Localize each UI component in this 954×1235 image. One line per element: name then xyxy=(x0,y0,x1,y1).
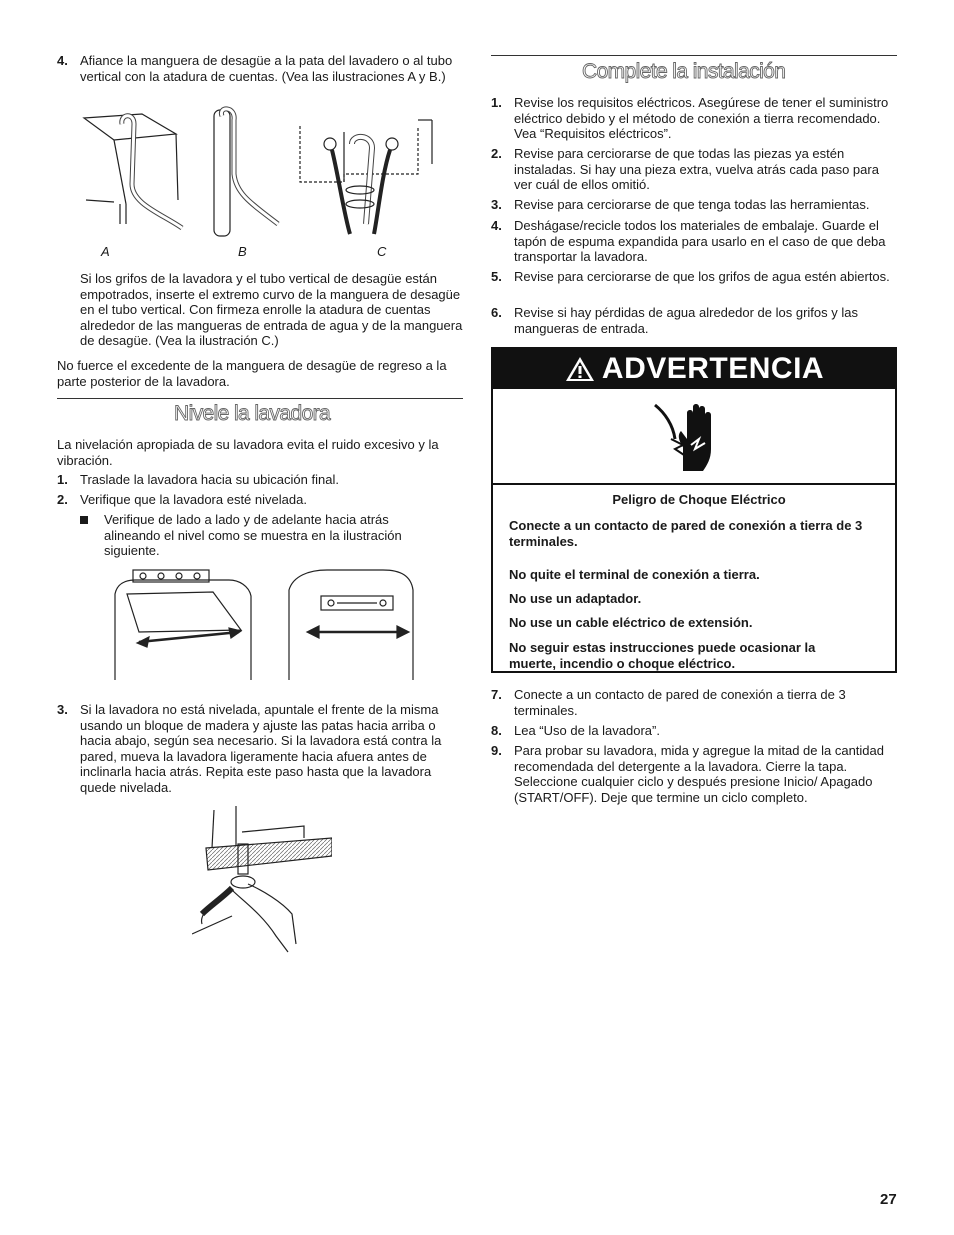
figure-label-c: C xyxy=(377,244,387,259)
wrench-hand-drawing xyxy=(192,806,332,956)
warning-icon-area xyxy=(493,389,895,485)
adjust-leg-illustration xyxy=(192,806,332,956)
step-text: Revise para cerciorarse de que los grifos de agua estén abiertos. xyxy=(514,269,890,284)
level-step-2 xyxy=(57,492,463,508)
step-number: 1. xyxy=(57,472,68,487)
warning-subtitle: Peligro de Choque Eléctrico xyxy=(612,492,786,507)
bullet-text: Verifique de lado a lado y de adelante hacia atrás alineando el nivel como se muestra en la ilustración siguiente. xyxy=(104,512,402,559)
step-text: Afiance la manguera de desagüe a la pata del lavadero o al tubo vertical con la atadura de cuentas. (Vea las ilustraciones A y B.) xyxy=(80,53,453,84)
warning-box xyxy=(491,347,897,673)
step-text: Deshágase/recicle todos los materiales de embalaje. Guarde el tapón de espuma expandida para usarlo en el caso de que deba transportar la lavadora. xyxy=(514,218,886,265)
level-washer-heading: Nivele la lavadora xyxy=(174,402,331,425)
section-divider xyxy=(57,398,463,399)
step-number: 3. xyxy=(491,197,502,212)
washer-level-drawing xyxy=(113,566,423,682)
warning-triangle-icon xyxy=(564,355,596,383)
step-number: 6. xyxy=(491,305,502,320)
drain-hose-drawing xyxy=(82,104,462,244)
level-bullet xyxy=(80,512,433,559)
step-number: 8. xyxy=(491,723,502,738)
figure-label-b: B xyxy=(238,244,247,259)
complete-step-5 xyxy=(491,269,897,285)
complete-step-4 xyxy=(491,218,897,265)
complete-installation-heading: Complete la instalación xyxy=(582,60,786,83)
complete-step-2 xyxy=(491,146,897,193)
drain-hose-illustrations xyxy=(82,104,462,244)
step-number: 4. xyxy=(57,53,68,68)
step-text: Para probar su lavadora, mida y agregue la mitad de la cantidad recomendada del detergente a la lavadora. Cierre la tapa. Seleccione cualquier ciclo y después presione Inicio/ Apagado (START/OFF). Deje que termine un ciclo completo. xyxy=(514,743,884,805)
complete-step-1 xyxy=(491,95,897,142)
warning-line: Conecte a un contacto de pared de conexión a tierra de 3 terminales. xyxy=(509,518,863,549)
step-text: Si la lavadora no está nivelada, apuntale el frente de la misma usando un bloque de madera y ajuste las patas hacia arriba o hacia abajo, según sea necesario. Si la lavadora está contra la pared, mueva la lavadora ligeramente hacia afuera antes de inclinarla hacia atrás. Repita este paso hasta que la lavadora quede nivelada. xyxy=(80,702,442,795)
step-text: Conecte a un contacto de pared de conexión a tierra de 3 terminales. xyxy=(514,687,846,718)
step-number: 7. xyxy=(491,687,502,702)
warning-header xyxy=(493,349,895,389)
no-force-paragraph: No fuerce el excedente de la manguera de desagüe de regreso a la parte posterior de la lavadora. xyxy=(57,358,447,389)
warning-title: ADVERTENCIA xyxy=(601,352,825,386)
step-number: 9. xyxy=(491,743,502,758)
step-text: Revise los requisitos eléctricos. Asegúrese de tener el suministro eléctrico debido y el método de conexión a tierra recomendado. Vea “Requisitos eléctricos”. xyxy=(514,95,889,142)
leveling-intro: La nivelación apropiada de su lavadora evita el ruido excesivo y la vibración. xyxy=(57,437,439,468)
step-number: 3. xyxy=(57,702,68,717)
washer-level-illustrations xyxy=(113,566,423,682)
figure-label-a: A xyxy=(101,244,110,259)
page-number: 27 xyxy=(880,1191,897,1208)
step-text: Revise si hay pérdidas de agua alrededor de los grifos y las mangueras de entrada. xyxy=(514,305,858,336)
step-number: 4. xyxy=(491,218,502,233)
step-number: 2. xyxy=(57,492,68,507)
electric-shock-hand-icon xyxy=(651,399,721,475)
step-text: Revise para cerciorarse de que tenga todas las herramientas. xyxy=(514,197,870,212)
step-text: Revise para cerciorarse de que todas las piezas ya estén instaladas. Si hay una pieza extra, vuelva atrás cada paso para ver cuál de ellos omitió. xyxy=(514,146,879,193)
step-text: Traslade la lavadora hacia su ubicación final. xyxy=(80,472,339,487)
step-number: 2. xyxy=(491,146,502,161)
complete-step-7 xyxy=(491,687,871,718)
complete-step-9 xyxy=(491,743,897,805)
complete-step-3 xyxy=(491,197,897,213)
level-step-3 xyxy=(57,702,463,796)
warning-line: No seguir estas instrucciones puede ocasionar la muerte, incendio o choque eléctrico. xyxy=(509,640,816,671)
step-number: 5. xyxy=(491,269,502,284)
step-text: Lea “Uso de la lavadora”. xyxy=(514,723,660,738)
step-number: 1. xyxy=(491,95,502,110)
warning-line: No use un adaptador. xyxy=(509,591,642,606)
section-divider xyxy=(491,55,897,56)
bullet-square-icon xyxy=(80,516,88,524)
complete-step-8 xyxy=(491,723,897,739)
level-step-1 xyxy=(57,472,463,488)
warning-line: No quite el terminal de conexión a tierra. xyxy=(509,567,760,582)
step-text: Verifique que la lavadora esté nivelada. xyxy=(80,492,307,507)
recessed-faucets-paragraph: Si los grifos de la lavadora y el tubo vertical de desagüe están empotrados, inserte el extremo curvo de la manguera de desagüe en el tubo vertical. Con firmeza enrolle la atadura de cuentas alrededor de las mangueras de entrada de agua y de la manguera de desagüe. (Vea la ilustración C.) xyxy=(80,271,463,349)
complete-step-6 xyxy=(491,305,897,336)
warning-line: No use un cable eléctrico de extensión. xyxy=(509,615,753,630)
drain-step-4 xyxy=(57,53,463,84)
